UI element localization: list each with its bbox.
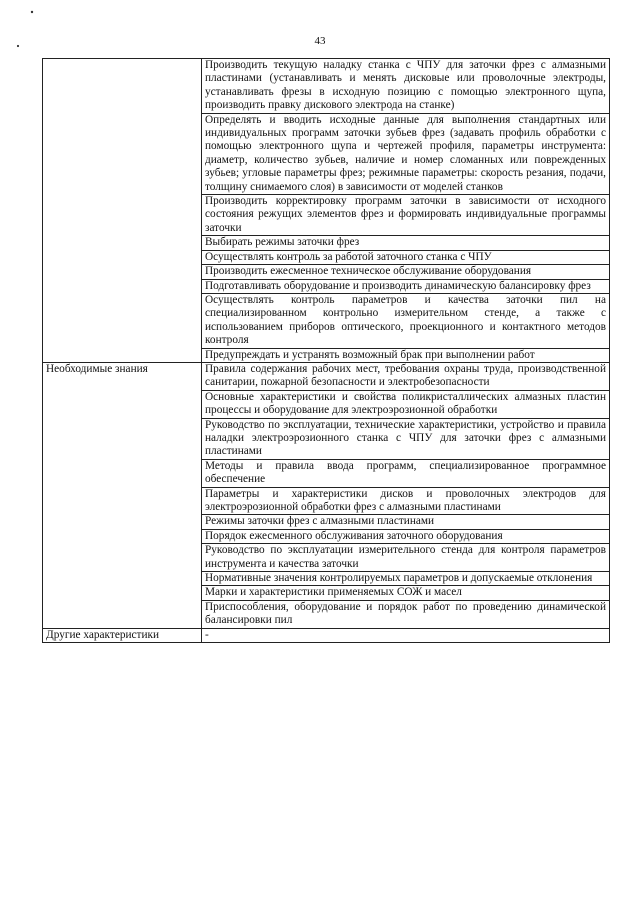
table-row [43, 59, 610, 114]
table-cell: Производить текущую наладку станка с ЧПУ для заточки фрез с алмазными пластинами (устанавливать и менять дисковые или проволочные электроды, устанавливать фрезы в исходную позицию с помощью электронного щупа, производить правку дискового электрода на станке) [202, 59, 610, 114]
table-cell: Режимы заточки фрез с алмазными пластинами [202, 515, 610, 529]
table-cell: Порядок ежесменного обслуживания заточного оборудования [202, 529, 610, 543]
scan-speck [31, 11, 33, 13]
table-cell: Осуществлять контроль параметров и качества заточки пил на специализированном контрольно измерительном стенде, а также с использованием приборов оптического, проекционного и контактного методов контроля [202, 293, 610, 348]
table-cell: Методы и правила ввода программ, специализированное программное обеспечение [202, 459, 610, 487]
section-heading: Необходимые знания [43, 362, 202, 628]
table-cell: Предупреждать и устранять возможный брак при выполнении работ [202, 348, 610, 362]
table-cell: Подготавливать оборудование и производить динамическую балансировку фрез [202, 279, 610, 293]
table-cell: Нормативные значения контролируемых параметров и допускаемые отклонения [202, 572, 610, 586]
table-cell: Параметры и характеристики дисков и проволочных электродов для электроэрозионной обработки фрез с алмазными пластинами [202, 487, 610, 515]
table-body [43, 59, 610, 643]
competency-table [42, 58, 610, 643]
table-cell: Правила содержания рабочих мест, требования охраны труда, производственной санитарии, пожарной безопасности и электробезопасности [202, 362, 610, 390]
table-cell: Приспособления, оборудование и порядок работ по проведению динамической балансировки пил [202, 600, 610, 628]
table-cell: Марки и характеристики применяемых СОЖ и масел [202, 586, 610, 600]
table-cell: Руководство по эксплуатации измерительного стенда для контроля параметров инструмента и качества заточки [202, 544, 610, 572]
table-cell: - [202, 628, 610, 642]
table-cell: Производить корректировку программ заточки в зависимости от исходного состояния режущих элементов фрез и формировать индивидуальные программы заточки [202, 195, 610, 236]
table-cell: Выбирать режимы заточки фрез [202, 236, 610, 250]
table-row [43, 362, 610, 390]
scan-speck [17, 45, 19, 47]
table-cell: Осуществлять контроль за работой заточного станка с ЧПУ [202, 250, 610, 264]
table-cell: Производить ежесменное техническое обслуживание оборудования [202, 265, 610, 279]
table-cell: Определять и вводить исходные данные для выполнения стандартных или индивидуальных программ заточки зубьев фрез (задавать профиль обработки с помощью электронного щупа и чертежей профиля, параметры инструмента: диаметр, количество зубьев, наличие и номер сломанных или поврежденных зубьев; угловые параметры фрез; режимные параметры: скорость резания, подачи, толщину снимаемого слоя) в зависимости от моделей станков [202, 113, 610, 194]
table-cell: Основные характеристики и свойства поликристаллических алмазных пластин процессы и оборудование для электроэрозионной обработки [202, 390, 610, 418]
section-heading: Другие характеристики [43, 628, 202, 642]
section-heading [43, 59, 202, 363]
table-cell: Руководство по эксплуатации, технические характеристики, устройство и правила наладки электроэрозионного станка с ЧПУ для заточки фрез с алмазными пластинами [202, 418, 610, 459]
page-number: 43 [314, 35, 326, 47]
table-row [43, 628, 610, 642]
